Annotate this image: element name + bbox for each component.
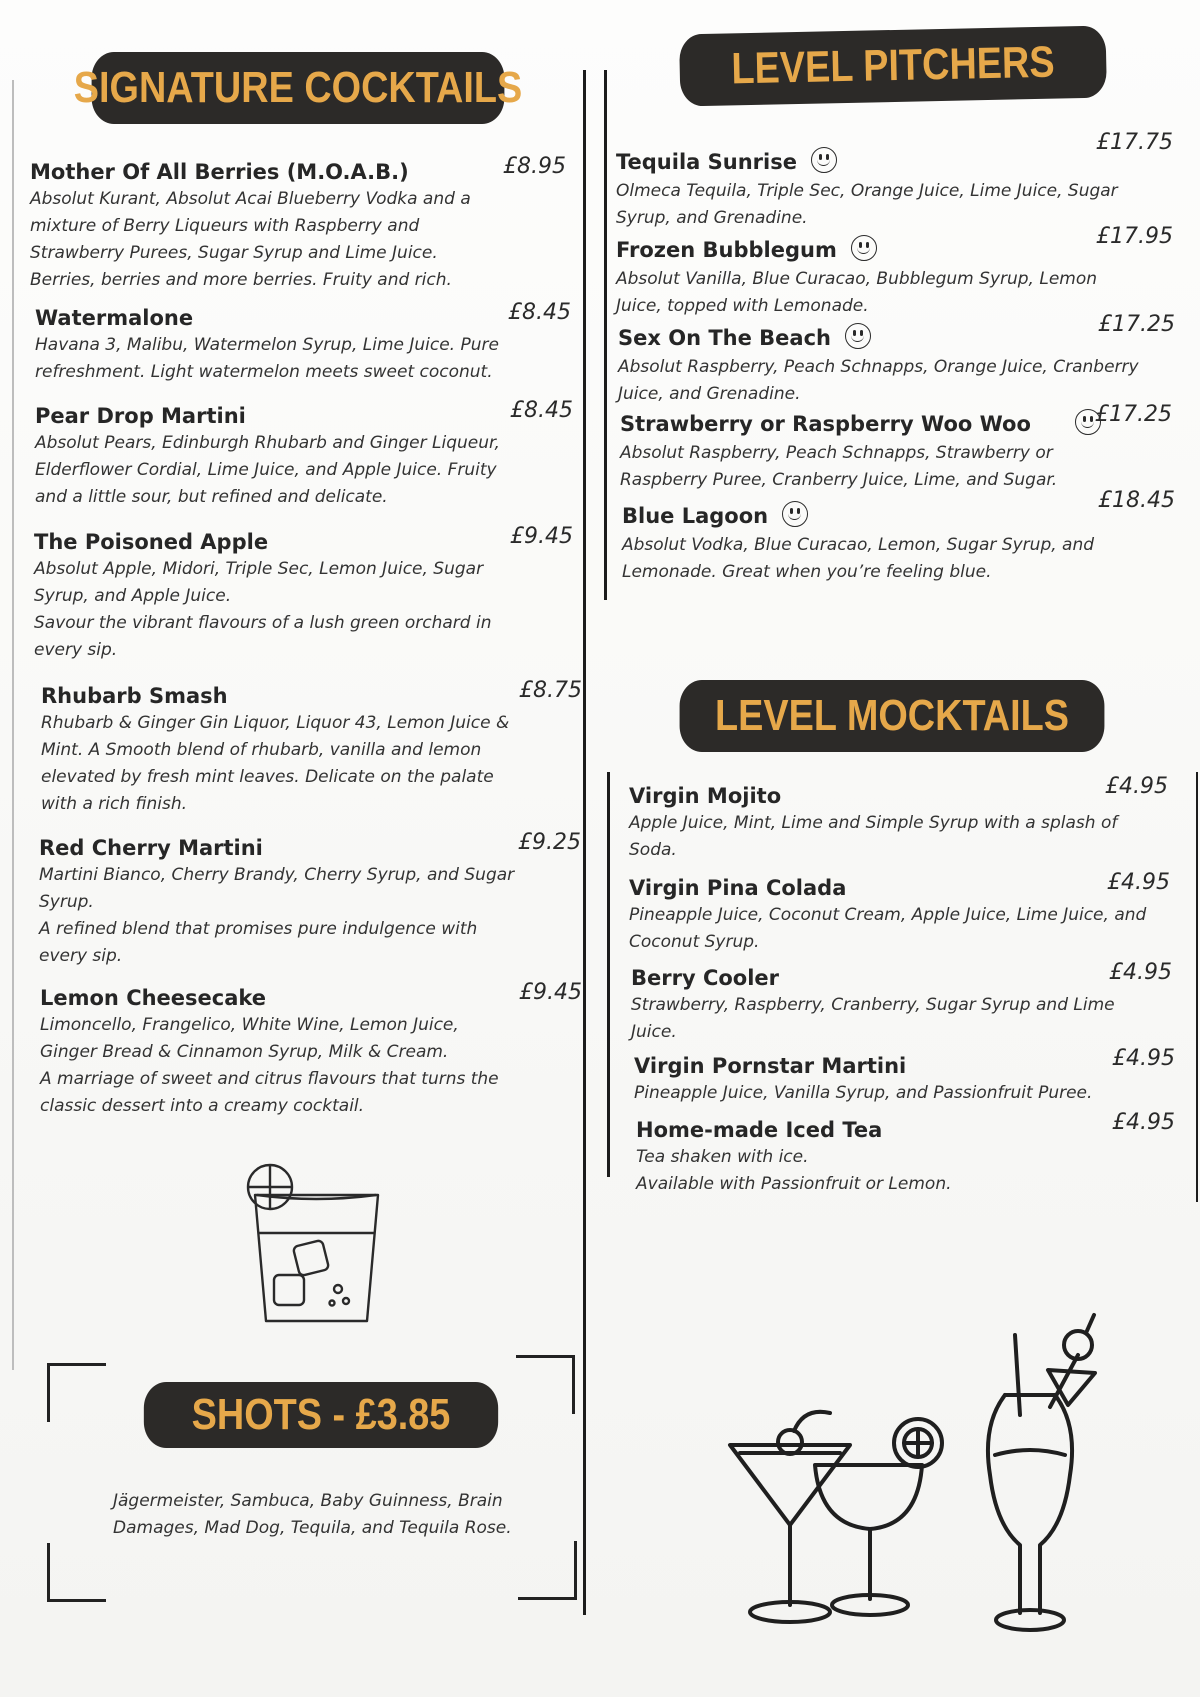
item-name: Virgin Mojito — [629, 784, 782, 808]
menu-item — [30, 154, 566, 294]
item-name: Virgin Pornstar Martini — [634, 1054, 907, 1078]
item-price: £17.25 — [1098, 312, 1175, 337]
menu-item — [629, 774, 1169, 864]
menu-item — [620, 402, 1190, 494]
cocktail-glasses-icon — [720, 1315, 1100, 1640]
menu-item — [616, 130, 1186, 232]
item-description: Apple Juice, Mint, Lime and Simple Syrup with a splash of Soda. — [629, 813, 1118, 860]
item-price: £4.95 — [1107, 870, 1170, 895]
item-description: Rhubarb & Ginger Gin Liquor, Liquor 43, Lemon Juice & Mint. A Smooth blend of rhubarb, vanilla and lemon elevated by fresh mint leaves. Delicate on the palate with a rich finish. — [41, 713, 510, 814]
menu-item — [616, 224, 1186, 320]
item-description: Limoncello, Frangelico, White Wine, Lemon Juice, Ginger Bread & Cinnamon Syrup, Milk & Cream. A marriage of sweet and citrus flavours that turns the classic dessert into a creamy cocktail. — [40, 1015, 499, 1116]
menu-item — [618, 312, 1188, 408]
item-price: £4.95 — [1105, 774, 1168, 799]
item-price: £9.45 — [510, 524, 573, 549]
right-divider-lower — [1196, 772, 1198, 1202]
shots-title: SHOTS - £3.85 — [191, 1390, 451, 1439]
item-description: Martini Bianco, Cherry Brandy, Cherry Syrup, and Sugar Syrup. A refined blend that promises pure indulgence with every sip. — [39, 865, 515, 966]
item-name: Lemon Cheesecake — [40, 986, 267, 1010]
item-name: Rhubarb Smash — [41, 684, 228, 708]
level-mocktails-banner — [680, 680, 1105, 752]
menu-item — [634, 1046, 1175, 1107]
item-description: Pineapple Juice, Coconut Cream, Apple Juice, Lime Juice, and Coconut Syrup. — [629, 905, 1147, 952]
frame-corner — [47, 1363, 106, 1422]
smiley-icon — [811, 147, 837, 173]
item-description: Tea shaken with ice. Available with Passionfruit or Lemon. — [636, 1147, 952, 1194]
item-price: £4.95 — [1112, 1110, 1175, 1135]
signature-cocktails-banner — [73, 52, 523, 124]
item-name: Pear Drop Martini — [35, 404, 246, 428]
item-price: £17.25 — [1095, 402, 1172, 427]
smiley-icon — [845, 323, 871, 349]
item-name: Home-made Iced Tea — [636, 1118, 883, 1142]
item-price: £17.95 — [1096, 224, 1173, 249]
center-divider-right-lower — [607, 772, 610, 1177]
item-description: Havana 3, Malibu, Watermelon Syrup, Lime Juice. Pure refreshment. Light watermelon meets sweet coconut. — [35, 335, 499, 382]
item-description: Strawberry, Raspberry, Cranberry, Sugar Syrup and Lime Juice. — [631, 995, 1115, 1042]
menu-item — [631, 960, 1172, 1046]
item-price: £17.75 — [1096, 130, 1173, 155]
item-name: Watermalone — [35, 306, 194, 330]
menu-item — [34, 524, 574, 664]
item-description: Absolut Apple, Midori, Triple Sec, Lemon Juice, Sugar Syrup, and Apple Juice. Savour the vibrant flavours of a lush green orchard in every sip. — [34, 559, 492, 660]
item-price: £8.45 — [510, 398, 573, 423]
item-description: Olmeca Tequila, Triple Sec, Orange Juice, Lime Juice, Sugar Syrup, and Grenadine. — [616, 181, 1118, 228]
item-description: Absolut Raspberry, Peach Schnapps, Orange Juice, Cranberry Juice, and Grenadine. — [618, 357, 1139, 404]
item-name: Red Cherry Martini — [39, 836, 263, 860]
menu-item — [35, 398, 573, 511]
frame-corner — [47, 1543, 106, 1602]
item-price: £8.75 — [519, 678, 582, 703]
center-divider-right — [604, 70, 607, 600]
item-name: The Poisoned Apple — [34, 530, 269, 554]
item-price: £4.95 — [1112, 1046, 1175, 1071]
menu-item — [40, 980, 582, 1120]
item-name-text: Strawberry or Raspberry Woo Woo — [620, 412, 1031, 436]
item-price: £9.45 — [519, 980, 582, 1005]
item-description: Absolut Kurant, Absolut Acai Blueberry Vodka and a mixture of Berry Liqueurs with Raspberry and Strawberry Purees, Sugar Syrup and Lime Juice. Berries, berries and more berries. Fruity and rich. — [30, 189, 471, 290]
item-price: £9.25 — [518, 830, 581, 855]
item-price: £18.45 — [1098, 488, 1175, 513]
frame-corner — [516, 1355, 575, 1414]
signature-cocktails-title: SIGNATURE COCKTAILS — [73, 63, 523, 112]
menu-item — [35, 300, 571, 386]
level-pitchers-title: LEVEL PITCHERS — [730, 37, 1056, 94]
frame-corner — [518, 1541, 577, 1600]
item-price: £8.95 — [503, 154, 566, 179]
menu-item — [629, 870, 1170, 956]
level-mocktails-title: LEVEL MOCKTAILS — [715, 691, 1069, 740]
menu-item — [39, 830, 581, 970]
item-name: Berry Cooler — [631, 966, 780, 990]
level-pitchers-banner — [679, 26, 1107, 107]
item-description: Absolut Raspberry, Peach Schnapps, Strawberry or Raspberry Puree, Cranberry Juice, Lime, and Sugar. — [620, 443, 1058, 490]
item-name: Virgin Pina Colada — [629, 876, 847, 900]
menu-item — [41, 678, 582, 818]
item-name-text: Blue Lagoon — [622, 504, 769, 528]
item-description: Absolut Vodka, Blue Curacao, Lemon, Sugar Syrup, and Lemonade. Great when you’re feeling blue. — [622, 535, 1095, 582]
item-name-text: Tequila Sunrise — [616, 150, 797, 174]
item-description: Absolut Pears, Edinburgh Rhubarb and Ginger Liqueur, Elderflower Cordial, Lime Juice, and Apple Juice. Fruity and a little sour, but refined and delicate. — [35, 433, 500, 507]
item-name: Mother Of All Berries (M.O.A.B.) — [30, 160, 409, 184]
item-price: £8.45 — [508, 300, 571, 325]
smiley-icon — [851, 235, 877, 261]
tumbler-glass-icon — [240, 1165, 390, 1325]
smiley-icon — [782, 501, 808, 527]
menu-item — [636, 1110, 1176, 1198]
item-description: Pineapple Juice, Vanilla Syrup, and Passionfruit Puree. — [634, 1083, 1093, 1103]
menu-item — [622, 488, 1192, 586]
item-description: Absolut Vanilla, Blue Curacao, Bubblegum Syrup, Lemon Juice, topped with Lemonade. — [616, 269, 1098, 316]
left-divider — [12, 80, 14, 1370]
item-price: £4.95 — [1109, 960, 1172, 985]
item-name-text: Sex On The Beach — [618, 326, 831, 350]
center-divider-left — [583, 70, 586, 1615]
shots-banner — [144, 1382, 498, 1448]
item-name-text: Frozen Bubblegum — [616, 238, 837, 262]
shots-description: Jägermeister, Sambuca, Baby Guinness, Brain Damages, Mad Dog, Tequila, and Tequila Rose. — [113, 1491, 512, 1538]
